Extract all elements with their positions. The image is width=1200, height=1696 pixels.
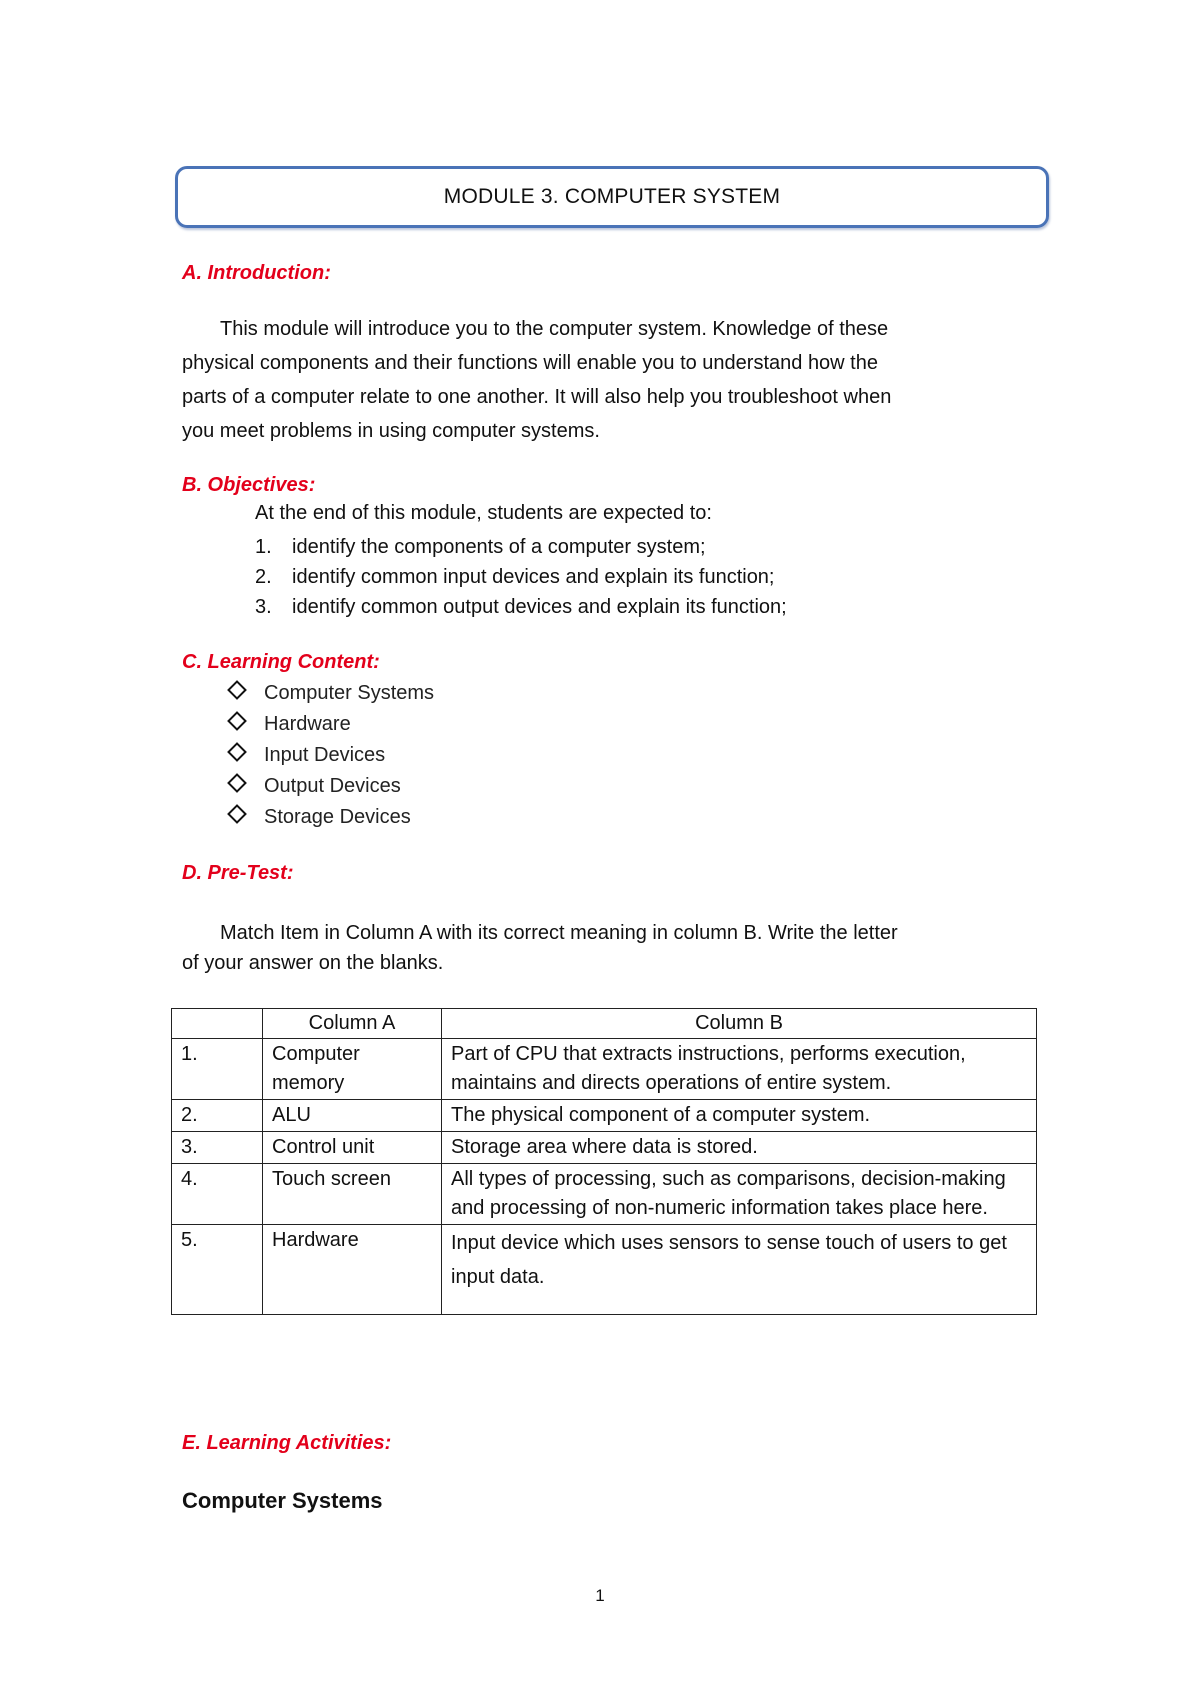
row-number: 3. xyxy=(172,1132,263,1164)
objective-item: 3. identify common output devices and explain its function; xyxy=(255,596,787,618)
column-b-cell: Part of CPU that extracts instructions, performs execution, maintains and directs operations of entire system. xyxy=(442,1039,1037,1100)
column-b-cell: The physical component of a computer system. xyxy=(442,1100,1037,1132)
column-a-cell: Hardware xyxy=(263,1225,442,1315)
row-number: 4. xyxy=(172,1164,263,1225)
intro-line-1: This module will introduce you to the computer system. Knowledge of these xyxy=(220,318,889,340)
header-cell-blank xyxy=(172,1009,263,1039)
introduction-paragraph xyxy=(182,312,1022,448)
table-row xyxy=(172,1039,1037,1100)
diamond-bullet-icon xyxy=(227,680,247,700)
objective-item: 2. identify common input devices and explain its function; xyxy=(255,566,775,588)
table-row xyxy=(172,1164,1037,1225)
header-cell-column-b: Column B xyxy=(442,1009,1037,1039)
header-cell-column-a: Column A xyxy=(263,1009,442,1039)
computer-systems-subheading: Computer Systems xyxy=(182,1488,383,1513)
diamond-bullet-icon xyxy=(227,742,247,762)
column-a-cell: Control unit xyxy=(263,1132,442,1164)
intro-line-4: you meet problems in using computer systems. xyxy=(182,420,600,442)
instruction-line-2: of your answer on the blanks. xyxy=(182,952,444,974)
table-row xyxy=(172,1132,1037,1164)
objectives-list xyxy=(255,532,787,622)
column-a-cell: Computer memory xyxy=(263,1039,442,1100)
table-row xyxy=(172,1225,1037,1315)
objective-item: 1. identify the components of a computer system; xyxy=(255,536,706,558)
learning-activities-heading: E. Learning Activities: xyxy=(182,1432,392,1454)
column-a-cell: Touch screen xyxy=(263,1164,442,1225)
instruction-line-1: Match Item in Column A with its correct meaning in column B. Write the letter xyxy=(220,922,898,944)
pretest-table xyxy=(171,1008,1037,1315)
learning-content-list xyxy=(228,678,434,833)
learning-content-heading: C. Learning Content: xyxy=(182,651,380,673)
objectives-intro: At the end of this module, students are expected to: xyxy=(255,502,712,524)
intro-line-3: parts of a computer relate to one another. It will also help you troubleshoot when xyxy=(182,386,892,408)
table-header-row xyxy=(172,1009,1037,1039)
content-item: Input Devices xyxy=(228,740,434,771)
row-number: 2. xyxy=(172,1100,263,1132)
column-b-cell: All types of processing, such as comparisons, decision-making and processing of non-numeric information takes place here. xyxy=(442,1164,1037,1225)
content-item: Hardware xyxy=(228,709,434,740)
pretest-instructions xyxy=(182,918,1042,978)
diamond-bullet-icon xyxy=(227,773,247,793)
objectives-heading: B. Objectives: xyxy=(182,474,316,496)
diamond-bullet-icon xyxy=(227,711,247,731)
row-number: 5. xyxy=(172,1225,263,1315)
content-item: Computer Systems xyxy=(228,678,434,709)
row-number: 1. xyxy=(172,1039,263,1100)
page-number: 1 xyxy=(595,1586,605,1605)
content-item: Storage Devices xyxy=(228,802,434,833)
introduction-heading: A. Introduction: xyxy=(182,262,331,284)
column-b-cell: Storage area where data is stored. xyxy=(442,1132,1037,1164)
table-row xyxy=(172,1100,1037,1132)
column-a-cell: ALU xyxy=(263,1100,442,1132)
column-b-cell: Input device which uses sensors to sense touch of users to get input data. xyxy=(442,1225,1037,1315)
module-title: MODULE 3. COMPUTER SYSTEM xyxy=(175,166,1049,228)
pretest-heading: D. Pre-Test: xyxy=(182,862,294,884)
content-item: Output Devices xyxy=(228,771,434,802)
diamond-bullet-icon xyxy=(227,804,247,824)
intro-line-2: physical components and their functions will enable you to understand how the xyxy=(182,352,878,374)
